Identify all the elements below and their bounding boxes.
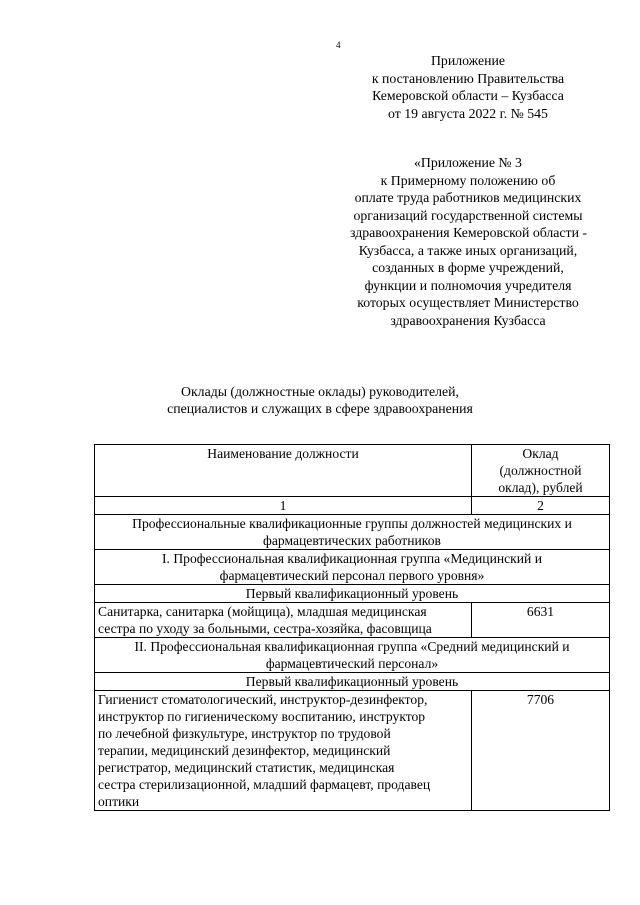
section-heading [95, 550, 610, 585]
position-name-line: Санитарка, санитарка (мойщица), младшая медицинская [98, 604, 427, 619]
salary-table [94, 444, 610, 811]
section-heading [95, 585, 610, 603]
appendix-sub-line: здравоохранения Кемеровской области - [350, 225, 588, 240]
position-name-line: Гигиенист стоматологический, инструктор-дезинфектор, [98, 692, 428, 707]
header-salary [472, 445, 610, 497]
position-name-line: инструктор по гигиеническому воспитанию, инструктор [98, 709, 426, 724]
document-title-line: специалистов и служащих в сфере здравоохранения [167, 401, 473, 416]
section-heading-line: фармацевтических работников [263, 533, 441, 548]
column-number-row [95, 497, 610, 515]
section-heading [95, 638, 610, 673]
section-row [95, 585, 610, 603]
section-row [95, 673, 610, 691]
section-heading-line: Первый квалификационный уровень [245, 674, 459, 689]
header-salary-line: оклад), рублей [498, 480, 583, 495]
table-header-row [95, 445, 610, 497]
position-name-line: оптики [98, 794, 140, 809]
section-heading-line: Профессиональные квалификационные группы должностей медицинских и [132, 516, 572, 531]
section-heading [95, 515, 610, 550]
column-number: 1 [95, 497, 472, 515]
position-name-line: сестра по уходу за больными, сестра-хозяйка, фасовщица [98, 621, 432, 636]
page-number: 4 [336, 40, 341, 50]
salary-value-cell: 6631 [472, 603, 610, 638]
column-number: 2 [472, 497, 610, 515]
appendix-sub-line: Кузбасса, а также иных организаций, [358, 242, 578, 258]
table-row [95, 691, 610, 811]
section-heading-line: Первый квалификационный уровень [245, 586, 459, 601]
header-position-name: Наименование должности [95, 445, 472, 497]
appendix-sub-line: оплате труда работников медицинских [354, 190, 582, 205]
position-name-line: сестра стерилизационной, младший фармацевт, продавец [98, 777, 431, 792]
position-name-cell [95, 603, 472, 638]
salary-value-cell: 7706 [472, 691, 610, 811]
position-name-line: по лечебной физкультуре, инструктор по трудовой [98, 726, 391, 741]
appendix-sub-line: функции и полномочия учредителя [364, 277, 572, 293]
position-name-cell [95, 691, 472, 811]
appendix-sub-line: здравоохранения Кузбасса [390, 312, 546, 328]
appendix-sub-line: созданных в форме учреждений, [372, 260, 564, 275]
appendix-header [350, 52, 586, 122]
header-salary-line: Оклад [522, 446, 559, 461]
section-heading [95, 673, 610, 691]
appendix-header-line: к постановлению Правительства [371, 70, 565, 86]
section-heading-line: I. Профессиональная квалификационная группа «Медицинский и [162, 551, 542, 566]
appendix-sub-line: организаций государственной системы [353, 207, 583, 223]
section-row [95, 638, 610, 673]
position-name-line: терапии, медицинский дезинфектор, медицинский [98, 743, 391, 758]
appendix-sub-header [350, 154, 586, 329]
document-title-line: Оклады (должностные оклады) руководителей, [181, 384, 459, 399]
appendix-sub-line: «Приложение № 3 [414, 155, 522, 170]
section-row [95, 515, 610, 550]
table-row [95, 603, 610, 638]
section-heading-line: II. Профессиональная квалификационная группа «Средний медицинский и [134, 639, 570, 654]
appendix-sub-line: к Примерному положению об [380, 172, 556, 188]
header-salary-line: (должностной [499, 463, 582, 478]
appendix-sub-line: которых осуществляет Министерство [357, 295, 579, 310]
section-heading-line: фармацевтический персонал первого уровня» [219, 568, 485, 583]
appendix-header-line: Приложение [430, 53, 506, 68]
section-heading-line: фармацевтический персонал» [265, 656, 439, 671]
position-name-line: регистратор, медицинский статистик, медицинская [98, 760, 395, 775]
appendix-header-line: от 19 августа 2022 г. № 545 [388, 105, 548, 121]
appendix-header-line: Кемеровской области – Кузбасса [372, 88, 564, 103]
document-title [100, 383, 540, 417]
section-row [95, 550, 610, 585]
